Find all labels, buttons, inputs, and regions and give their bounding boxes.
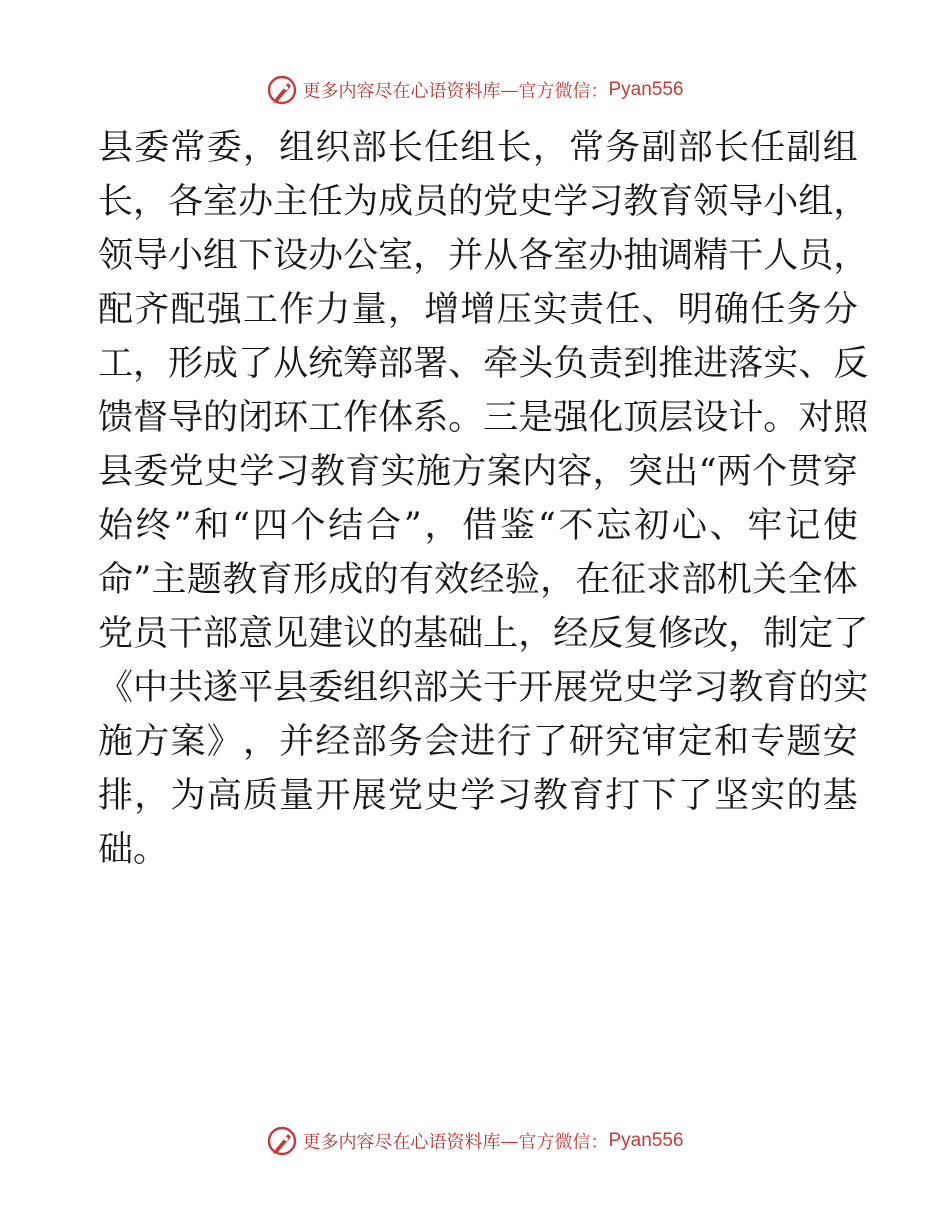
text-line: 党 员 干 部 意 见 建 议 的 基 础 上 ， 经 反 复 修 改 ， 制 定 了 [98,614,869,654]
quill-pen-logo-icon [266,1125,298,1157]
text-line: 工 ， 形 成 了 从 统 筹 部 署 、 牵 头 负 责 到 推 进 落 实 、 反 [98,344,869,384]
header-wechat-id: Pyan556 [608,79,684,100]
text-line: 县 委 党 史 学 习 教 育 实 施 方 案 内 容 ， 突 出 “ 两 个 贯 穿 [98,452,858,492]
header-wechat-label: 官方微信： [518,81,609,102]
footer-wechat-label: 官方微信： [518,1132,609,1153]
text-line: 始 终 ” 和 “ 四 个 结 合 ” ， 借 鉴 “ 不 忘 初 心 、 牢 记 使 [98,506,858,546]
text-line: 馈 督 导 的 闭 环 工 作 体 系 。 三 是 强 化 顶 层 设 计 。 对 照 [98,398,869,438]
text-line: 命 ” 主 题 教 育 形 成 的 有 效 经 验 ， 在 征 求 部 机 关 全 体 [98,560,858,600]
quill-pen-logo-icon [266,74,298,106]
document-body [98,121,869,877]
text-line: 县 委 常 委 ， 组 织 部 长 任 组 长 ， 常 务 副 部 长 任 副 组 [98,128,858,168]
text-line: 础 。 [98,830,169,870]
text-line: 配 齐 配 强 工 作 力 量 ， 增 增 压 实 责 任 、 明 确 任 务 分 [98,290,858,330]
header-separator: — [500,79,519,101]
footer-separator: — [500,1130,519,1152]
text-line: 《 中 共 遂 平 县 委 组 织 部 关 于 开 展 党 史 学 习 教 育 的 实 [98,668,869,708]
text-line: 施 方 案 》 ， 并 经 部 务 会 进 行 了 研 究 审 定 和 专 题 安 [98,722,858,762]
footer-site-name: 更多内容尽在心语资料库 [302,1132,501,1153]
footer-banner [0,1121,950,1161]
header-site-name: 更多内容尽在心语资料库 [302,81,501,102]
text-line: 排 ， 为 高 质 量 开 展 党 史 学 习 教 育 打 下 了 坚 实 的 基 [98,776,858,816]
text-line: 领 导 小 组 下 设 办 公 室 ， 并 从 各 室 办 抽 调 精 干 人 员 ， [98,236,869,276]
text-line: 长 ， 各 室 办 主 任 为 成 员 的 党 史 学 习 教 育 领 导 小 组 ， [98,182,869,222]
footer-wechat-id: Pyan556 [608,1130,684,1151]
header-banner [0,70,950,110]
